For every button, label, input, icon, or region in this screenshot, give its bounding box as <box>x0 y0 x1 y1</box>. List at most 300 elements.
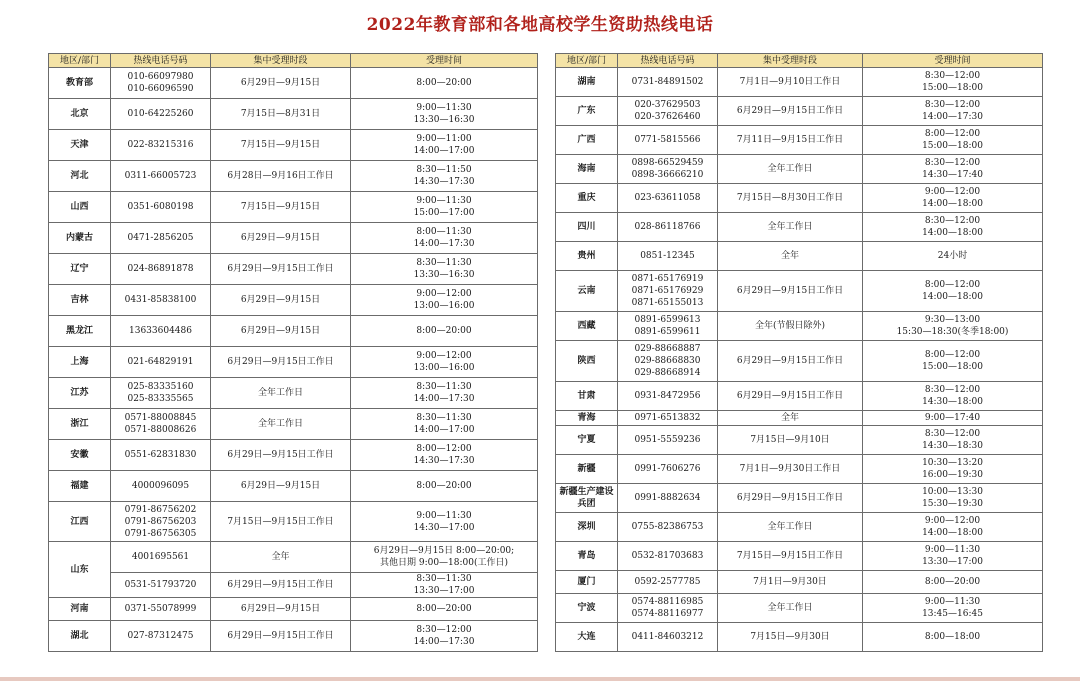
hours-cell <box>351 285 538 316</box>
phones-line: 0411-84603212 <box>631 632 704 642</box>
hours-cell <box>863 411 1043 426</box>
phones-line: 0571-88008626 <box>124 425 197 435</box>
table-row <box>49 440 538 471</box>
period-cell <box>718 213 863 242</box>
phone-cell <box>618 126 718 155</box>
region-cell: 新疆 <box>556 455 618 484</box>
table-row <box>49 471 538 502</box>
table-row <box>556 513 1043 542</box>
period-cell <box>718 411 863 426</box>
hours-line: 8:00—20:00 <box>416 78 472 88</box>
hours-line: 8:00—12:00 <box>924 129 981 139</box>
phones-line: 029-88668830 <box>634 356 701 366</box>
region-cell: 河南 <box>49 598 111 621</box>
region-cell: 教育部 <box>49 68 111 99</box>
hours-line: 14:00—18:00 <box>922 528 983 538</box>
hours-line: 13:45—16:45 <box>922 609 983 619</box>
phones-line: 0971-6513832 <box>634 413 701 423</box>
hours-line: 9:30—13:00 <box>924 315 981 325</box>
table-row <box>49 130 538 161</box>
phones-line: 020-37629503 <box>634 100 701 110</box>
hours-cell <box>351 598 538 621</box>
hours-line: 8:00—20:00 <box>416 604 472 614</box>
period-line: 全年工作日 <box>767 603 813 613</box>
period-line: 全年工作日 <box>257 419 303 429</box>
period-cell <box>211 573 351 598</box>
hours-line: 8:30—11:30 <box>416 413 472 423</box>
hotline-table-right-body <box>556 68 1043 652</box>
hours-line: 9:00—17:40 <box>924 413 981 423</box>
hours-line: 14:00—17:30 <box>413 239 475 249</box>
table-row <box>556 411 1043 426</box>
hours-line: 8:30—12:00 <box>924 158 981 168</box>
table-row <box>556 184 1043 213</box>
hours-cell <box>863 426 1043 455</box>
page-title: 2022年教育部和各地高校学生资助热线电话 <box>366 15 714 35</box>
phones-line: 0791-86756203 <box>124 516 197 527</box>
period-cell <box>211 440 351 471</box>
period-cell <box>211 130 351 161</box>
phone-cell <box>111 161 211 192</box>
table-row <box>556 594 1043 623</box>
region-cell: 西藏 <box>556 312 618 341</box>
period-cell <box>718 155 863 184</box>
period-line: 全年 <box>271 552 290 562</box>
table-row <box>556 382 1043 411</box>
phones-line: 0471-2856205 <box>127 233 194 243</box>
hours-line: 15:00—17:00 <box>413 208 475 218</box>
region-cell: 浙江 <box>49 409 111 440</box>
hours-line: 8:00—20:00 <box>924 577 981 587</box>
phones-line: 0551-62831830 <box>124 450 197 460</box>
phones-line: 029-88668914 <box>634 368 701 378</box>
hours-line: 8:00—12:00 <box>924 350 981 360</box>
phones-line: 0791-86756305 <box>124 528 197 539</box>
header-hours: 受理时间 <box>351 54 538 68</box>
phone-cell <box>111 68 211 99</box>
table-row <box>49 621 538 652</box>
region-cell: 吉林 <box>49 285 111 316</box>
table-row <box>49 99 538 130</box>
hours-line: 14:00—17:00 <box>413 146 475 156</box>
region-cell: 辽宁 <box>49 254 111 285</box>
phone-cell <box>111 347 211 378</box>
hours-cell <box>863 155 1043 184</box>
table-row <box>556 68 1043 97</box>
period-line: 7月15日—9月15日 <box>240 140 321 150</box>
hotline-table-right <box>555 53 1043 652</box>
hours-cell <box>351 573 538 598</box>
period-line: 6月29日—9月15日 <box>240 604 321 614</box>
region-cell: 青岛 <box>556 542 618 571</box>
header-period: 集中受理时段 <box>718 54 863 68</box>
hours-line: 14:00—17:30 <box>413 637 475 647</box>
phone-cell <box>111 598 211 621</box>
region-cell: 四川 <box>556 213 618 242</box>
table-row <box>556 155 1043 184</box>
hours-cell <box>351 99 538 130</box>
phones-line: 0574-88116985 <box>631 597 704 607</box>
hours-cell <box>863 571 1043 594</box>
phone-cell <box>111 471 211 502</box>
phone-cell <box>111 440 211 471</box>
table-row <box>556 312 1043 341</box>
hours-line: 14:00—18:00 <box>922 199 983 209</box>
header-region: 地区/部门 <box>556 54 618 68</box>
phones-line: 0951-5559236 <box>634 435 701 445</box>
phone-cell <box>618 341 718 382</box>
hours-cell <box>863 184 1043 213</box>
period-line: 7月15日—9月15日工作日 <box>227 516 334 527</box>
hours-line: 10:30—13:20 <box>922 458 983 468</box>
table-row <box>49 542 538 573</box>
table-row <box>556 126 1043 155</box>
hours-cell <box>863 594 1043 623</box>
hours-line: 8:30—12:00 <box>924 429 981 439</box>
period-line: 7月15日—8月31日 <box>240 109 321 119</box>
hours-line: 8:00—20:00 <box>416 326 472 336</box>
hours-line: 8:30—11:30 <box>416 574 472 584</box>
phone-cell <box>111 254 211 285</box>
period-cell <box>718 242 863 271</box>
table-row <box>49 223 538 254</box>
region-cell: 大连 <box>556 623 618 652</box>
period-cell <box>718 97 863 126</box>
phones-line: 025-83335565 <box>127 394 194 404</box>
region-cell: 湖南 <box>556 68 618 97</box>
period-cell <box>211 621 351 652</box>
period-cell <box>718 341 863 382</box>
hours-cell <box>863 341 1043 382</box>
table-row <box>49 347 538 378</box>
phones-line: 4001695561 <box>131 552 190 562</box>
phone-cell <box>111 378 211 409</box>
region-cell: 宁波 <box>556 594 618 623</box>
period-line: 6月29日—9月15日工作日 <box>227 631 334 641</box>
period-cell <box>211 192 351 223</box>
hours-line: 14:00—17:30 <box>922 112 983 122</box>
region-cell: 江西 <box>49 502 111 542</box>
region-cell: 贵州 <box>556 242 618 271</box>
hours-cell <box>863 455 1043 484</box>
hours-cell <box>351 440 538 471</box>
phone-cell <box>111 542 211 573</box>
table-row <box>556 341 1043 382</box>
period-line: 6月29日—9月15日工作日 <box>736 286 844 296</box>
phones-line: 0592-2577785 <box>634 577 701 587</box>
phone-cell <box>618 312 718 341</box>
phones-line: 0931-8472956 <box>634 391 701 401</box>
hours-line: 14:30—17:30 <box>413 177 475 187</box>
hours-line: 13:00—16:00 <box>413 301 475 311</box>
hours-cell <box>863 542 1043 571</box>
hours-line: 13:30—16:30 <box>413 270 475 280</box>
hours-cell <box>863 213 1043 242</box>
phone-cell <box>618 513 718 542</box>
phones-line: 022-83215316 <box>127 140 194 150</box>
phone-cell <box>618 271 718 312</box>
table-row <box>49 409 538 440</box>
hours-cell <box>863 68 1043 97</box>
period-line: 6月29日—9月15日 <box>240 233 321 243</box>
hours-line: 13:30—16:30 <box>413 115 475 125</box>
phone-cell <box>111 621 211 652</box>
period-cell <box>718 126 863 155</box>
table-row <box>49 502 538 542</box>
period-line: 7月11日—9月15日工作日 <box>736 135 844 145</box>
phone-cell <box>111 99 211 130</box>
table-row <box>556 455 1043 484</box>
period-line: 6月29日—9月15日工作日 <box>227 450 334 460</box>
phones-line: 0791-86756202 <box>124 504 197 515</box>
hours-cell <box>863 623 1043 652</box>
region-cell: 湖北 <box>49 621 111 652</box>
period-line: 7月1日—9月30日 <box>753 577 827 587</box>
hours-line: 8:00—12:00 <box>416 444 472 454</box>
table-header-row <box>556 54 1043 68</box>
phone-cell <box>618 382 718 411</box>
hours-line: 8:00—12:00 <box>924 280 981 290</box>
hours-line: 13:30—17:00 <box>413 586 475 596</box>
region-cell: 北京 <box>49 99 111 130</box>
phones-line: 0755-82386753 <box>631 522 704 532</box>
hours-cell <box>351 316 538 347</box>
hours-line: 14:30—17:00 <box>413 522 475 533</box>
hours-cell <box>351 378 538 409</box>
period-cell <box>718 455 863 484</box>
table-header-row <box>49 54 538 68</box>
hours-cell <box>351 542 538 573</box>
hours-cell <box>351 192 538 223</box>
period-cell <box>211 409 351 440</box>
hours-line: 9:00—12:00 <box>416 289 472 299</box>
hours-line: 9:00—12:00 <box>416 351 472 361</box>
hours-line: 8:30—12:00 <box>416 625 472 635</box>
phones-line: 0731-84891502 <box>631 77 704 87</box>
phones-line: 0871-65155013 <box>631 298 704 308</box>
hours-line: 8:00—18:00 <box>924 632 981 642</box>
hours-line: 8:30—11:50 <box>416 165 472 175</box>
phone-cell <box>618 242 718 271</box>
region-cell: 山东 <box>49 542 111 598</box>
hours-line: 9:00—11:00 <box>416 134 472 144</box>
hours-line: 14:30—18:00 <box>922 397 983 407</box>
region-cell: 甘肃 <box>556 382 618 411</box>
table-row <box>556 542 1043 571</box>
hotline-table-left-body <box>49 68 538 652</box>
period-line: 全年(节假日除外) <box>754 321 826 331</box>
period-cell <box>718 312 863 341</box>
region-cell: 广东 <box>556 97 618 126</box>
period-line: 7月15日—9月30日 <box>750 632 830 642</box>
period-cell <box>211 99 351 130</box>
hours-cell <box>863 484 1043 513</box>
hours-line: 15:30—18:30(冬季18:00) <box>896 327 1009 337</box>
period-cell <box>211 316 351 347</box>
region-cell: 安徽 <box>49 440 111 471</box>
period-cell <box>211 285 351 316</box>
hours-line: 8:30—12:00 <box>924 216 981 226</box>
period-line: 7月15日—8月30日工作日 <box>736 193 844 203</box>
phone-cell <box>111 285 211 316</box>
hours-line: 8:30—11:30 <box>416 258 472 268</box>
phone-cell <box>618 155 718 184</box>
phones-line: 029-88668887 <box>634 344 701 354</box>
hours-line: 9:00—11:30 <box>924 545 981 555</box>
region-cell: 江苏 <box>49 378 111 409</box>
period-cell <box>211 378 351 409</box>
period-line: 全年 <box>780 251 799 261</box>
hours-line: 其他日期 9:00—18:00(工作日) <box>379 558 509 568</box>
period-cell <box>718 513 863 542</box>
hours-cell <box>351 161 538 192</box>
phones-line: 0891-6599613 <box>634 315 701 325</box>
hours-cell <box>351 471 538 502</box>
hours-line: 15:00—18:00 <box>922 141 983 151</box>
hours-line: 15:00—18:00 <box>922 83 983 93</box>
hours-line: 9:00—11:30 <box>416 103 472 113</box>
hours-line: 6月29日—9月15日 8:00—20:00; <box>373 546 515 556</box>
phones-line: 028-86118766 <box>634 222 701 232</box>
phone-cell <box>111 192 211 223</box>
header-phone: 热线电话号码 <box>111 54 211 68</box>
period-line: 7月15日—9月10日 <box>750 435 830 445</box>
period-line: 7月15日—9月15日工作日 <box>736 551 844 561</box>
header-hours: 受理时间 <box>863 54 1043 68</box>
table-row <box>49 254 538 285</box>
table-row <box>556 426 1043 455</box>
period-line: 6月29日—9月15日工作日 <box>227 357 334 367</box>
hours-line: 14:30—17:30 <box>413 456 475 466</box>
hotline-table-left <box>48 53 538 652</box>
phone-cell <box>111 502 211 542</box>
period-cell <box>718 382 863 411</box>
period-cell <box>211 254 351 285</box>
hours-line: 24小时 <box>937 251 968 261</box>
region-cell: 广西 <box>556 126 618 155</box>
table-row <box>49 378 538 409</box>
phone-cell <box>618 571 718 594</box>
phones-line: 024-86891878 <box>127 264 194 274</box>
region-cell: 深圳 <box>556 513 618 542</box>
phone-cell <box>111 316 211 347</box>
hours-cell <box>863 513 1043 542</box>
phones-line: 0991-8882634 <box>634 493 701 503</box>
period-line: 全年工作日 <box>767 222 813 232</box>
period-cell <box>211 347 351 378</box>
phone-cell <box>111 409 211 440</box>
phones-line: 0991-7606276 <box>634 464 701 474</box>
hours-line: 9:00—12:00 <box>924 187 981 197</box>
phones-line: 0532-81703683 <box>631 551 704 561</box>
period-cell <box>211 542 351 573</box>
hours-line: 8:30—12:00 <box>924 71 981 81</box>
phones-line: 0574-88116977 <box>631 609 704 619</box>
phone-cell <box>618 594 718 623</box>
phone-cell <box>111 130 211 161</box>
hours-line: 15:30—19:30 <box>922 499 983 509</box>
region-cell: 宁夏 <box>556 426 618 455</box>
region-cell: 青海 <box>556 411 618 426</box>
phones-line: 13633604486 <box>129 326 192 336</box>
hours-line: 14:00—17:30 <box>413 394 475 404</box>
phones-line: 0891-6599611 <box>634 327 701 337</box>
region-cell: 厦门 <box>556 571 618 594</box>
phones-line: 0531-51793720 <box>124 580 197 590</box>
table-row <box>49 598 538 621</box>
hours-cell <box>351 130 538 161</box>
phones-line: 0898-36666210 <box>631 170 704 180</box>
hours-line: 10:00—13:30 <box>922 487 983 497</box>
period-cell <box>718 68 863 97</box>
hours-cell <box>351 409 538 440</box>
period-line: 6月29日—9月15日工作日 <box>736 391 844 401</box>
hours-cell <box>863 382 1043 411</box>
hours-cell <box>863 97 1043 126</box>
period-line: 7月1日—9月30日工作日 <box>739 464 841 474</box>
hours-cell <box>863 312 1043 341</box>
phone-cell <box>618 68 718 97</box>
period-cell <box>718 184 863 213</box>
period-line: 全年工作日 <box>767 164 813 174</box>
region-cell: 重庆 <box>556 184 618 213</box>
period-line: 6月28日—9月16日工作日 <box>227 171 334 181</box>
hours-cell <box>863 126 1043 155</box>
period-line: 全年工作日 <box>767 522 813 532</box>
period-cell <box>718 571 863 594</box>
period-cell <box>718 542 863 571</box>
period-cell <box>211 161 351 192</box>
table-row <box>49 573 538 598</box>
phone-cell <box>618 542 718 571</box>
hours-cell <box>351 68 538 99</box>
hours-cell <box>351 254 538 285</box>
hours-line: 14:00—18:00 <box>922 292 983 302</box>
table-row <box>49 285 538 316</box>
phone-cell <box>111 573 211 598</box>
phones-line: 0771-5815566 <box>634 135 701 145</box>
region-cell: 云南 <box>556 271 618 312</box>
region-cell: 河北 <box>49 161 111 192</box>
hours-cell <box>351 347 538 378</box>
region-cell: 黑龙江 <box>49 316 111 347</box>
phones-line: 0571-88008845 <box>124 413 197 423</box>
period-cell <box>211 598 351 621</box>
hours-line: 9:00—11:30 <box>924 597 981 607</box>
period-cell <box>718 271 863 312</box>
phone-cell <box>618 184 718 213</box>
hours-cell <box>863 271 1043 312</box>
hours-cell <box>351 621 538 652</box>
hours-line: 14:00—18:00 <box>922 228 983 238</box>
period-cell <box>718 594 863 623</box>
hours-line: 16:00—19:30 <box>922 470 983 480</box>
region-cell: 山西 <box>49 192 111 223</box>
hours-cell <box>351 502 538 542</box>
hours-line: 8:00—11:30 <box>416 227 472 237</box>
period-cell <box>211 502 351 542</box>
phones-line: 0351-6080198 <box>127 202 194 212</box>
phones-line: 020-37626460 <box>634 112 701 122</box>
phones-line: 027-87312475 <box>127 631 194 641</box>
period-line: 6月29日—9月15日工作日 <box>227 580 334 590</box>
table-row <box>49 192 538 223</box>
phone-cell <box>618 411 718 426</box>
phones-line: 025-83335160 <box>127 382 194 392</box>
bottom-edge-strip <box>0 677 1080 681</box>
phones-line: 010-64225260 <box>127 109 194 119</box>
region-cell: 福建 <box>49 471 111 502</box>
